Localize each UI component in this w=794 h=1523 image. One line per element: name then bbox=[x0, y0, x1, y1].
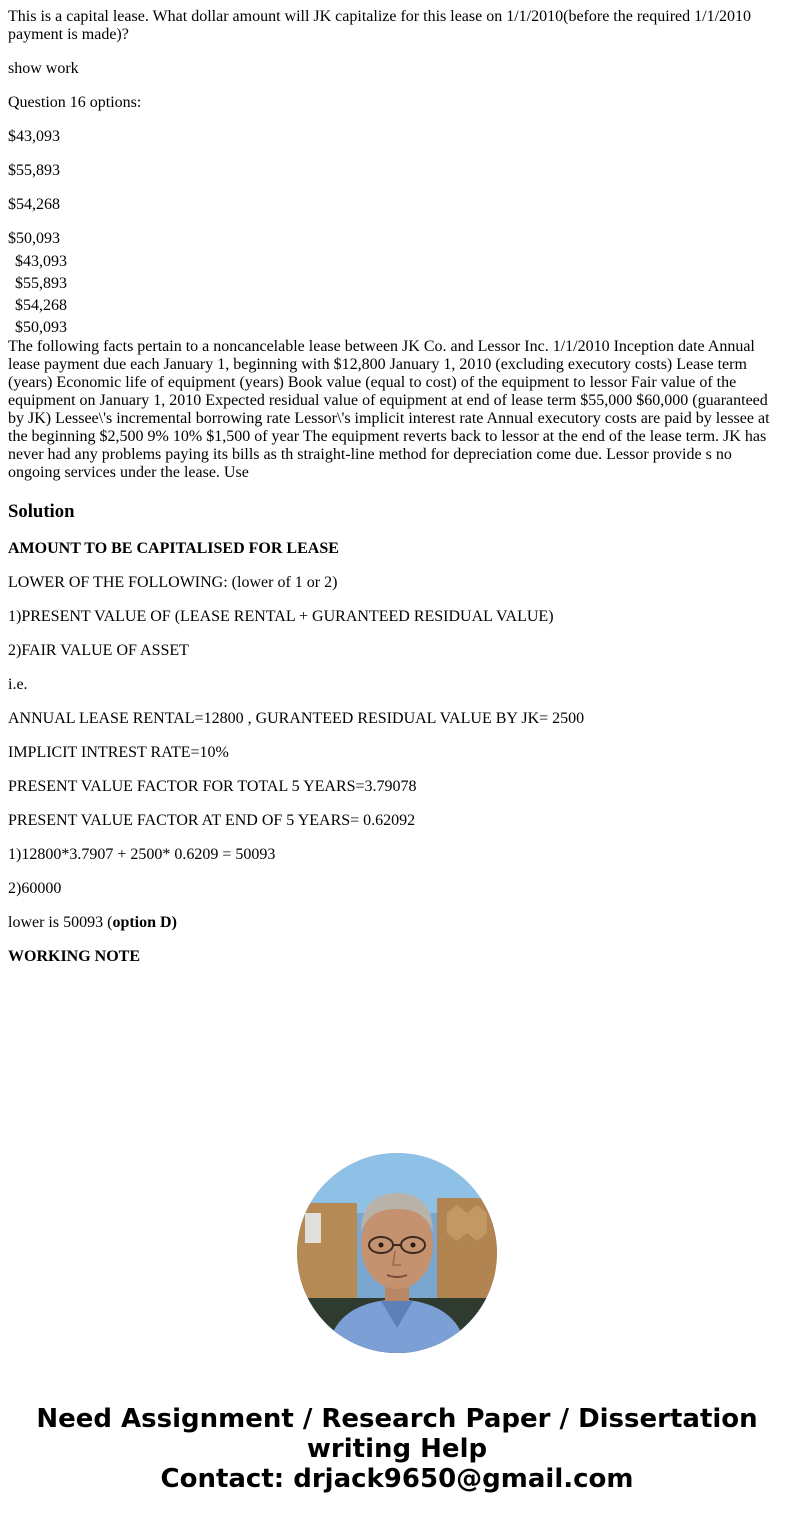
footer-banner bbox=[0, 1404, 794, 1494]
footer-line-1: Need Assignment / Research Paper / Dissertation bbox=[36, 1404, 758, 1434]
solution-line: 2)FAIR VALUE OF ASSET bbox=[8, 642, 189, 659]
solution-line: LOWER OF THE FOLLOWING: (lower of 1 or 2) bbox=[8, 574, 338, 591]
conclusion-answer: option D) bbox=[112, 914, 177, 931]
answer-choice[interactable]: $54,268 bbox=[15, 297, 67, 314]
options-heading: Question 16 options: bbox=[8, 94, 142, 111]
answer-choice[interactable]: $50,093 bbox=[15, 319, 67, 336]
avatar-portrait-image bbox=[297, 1153, 497, 1353]
solution-title-text: AMOUNT TO BE CAPITALISED FOR LEASE bbox=[8, 540, 339, 557]
answer-choice[interactable]: $55,893 bbox=[15, 275, 67, 292]
footer-line-2: writing Help bbox=[306, 1434, 488, 1464]
conclusion-prefix: lower is 50093 ( bbox=[8, 914, 113, 931]
answer-choice[interactable]: $43,093 bbox=[15, 253, 67, 270]
solution-line: IMPLICIT INTREST RATE=10% bbox=[8, 744, 229, 761]
solution-conclusion bbox=[8, 914, 778, 932]
avatar bbox=[297, 1153, 497, 1353]
question-text: This is a capital lease. What dollar amount will JK capitalize for this lease on 1/1/2010(before the required 1/1/2010 payment is made)? bbox=[8, 8, 752, 43]
lease-facts: The following facts pertain to a noncancelable lease between JK Co. and Lessor Inc. 1/1/2010 Inception date Annual lease payment due each January 1, beginning with $12,800 January 1, 2010 (excluding executory costs) Lease term (years) Economic life of equipment (years) Book value (equal to cost) of the equipment to lessor Fair value of the equipment on January 1, 2010 Expected residual value of equipment at end of lease term $55,000 $60,000 (guaranteed by JK) Lessee\'s incremental borrowing rate Lessor\'s implicit interest rate Annual executory costs are paid by lessee at the beginning $2,500 9% 10% $1,500 of year The equipment reverts back to lessor at the end of the lease term. JK has never had any problems paying its bills as th straight-line method for depreciation come due. Lessor provide s no ongoing services under the lease. Use bbox=[8, 338, 770, 481]
main-content bbox=[8, 8, 778, 982]
option-c-text: $54,268 bbox=[8, 196, 60, 213]
solution-line: 1)PRESENT VALUE OF (LEASE RENTAL + GURANTEED RESIDUAL VALUE) bbox=[8, 608, 554, 625]
working-note bbox=[8, 948, 778, 966]
solution-line: i.e. bbox=[8, 676, 28, 693]
solution-body bbox=[8, 540, 778, 966]
solution-line: ANNUAL LEASE RENTAL=12800 , GURANTEED RESIDUAL VALUE BY JK= 2500 bbox=[8, 710, 585, 727]
solution-line: 2)60000 bbox=[8, 880, 62, 897]
solution-line: PRESENT VALUE FACTOR FOR TOTAL 5 YEARS=3.79078 bbox=[8, 778, 417, 795]
working-note-text: WORKING NOTE bbox=[8, 948, 141, 965]
option-b-text: $55,893 bbox=[8, 162, 60, 179]
solution-title bbox=[8, 540, 778, 558]
footer-contact[interactable]: Contact: drjack9650@gmail.com bbox=[160, 1464, 634, 1494]
answer-choice-list bbox=[8, 251, 778, 339]
option-d-text: $50,093 bbox=[8, 230, 60, 247]
solution-line: PRESENT VALUE FACTOR AT END OF 5 YEARS= 0.62092 bbox=[8, 812, 416, 829]
option-a-text: $43,093 bbox=[8, 128, 60, 145]
solution-heading: Solution bbox=[8, 501, 75, 522]
question-instruction: show work bbox=[8, 60, 79, 77]
solution-line: 1)12800*3.7907 + 2500* 0.6209 = 50093 bbox=[8, 846, 276, 863]
